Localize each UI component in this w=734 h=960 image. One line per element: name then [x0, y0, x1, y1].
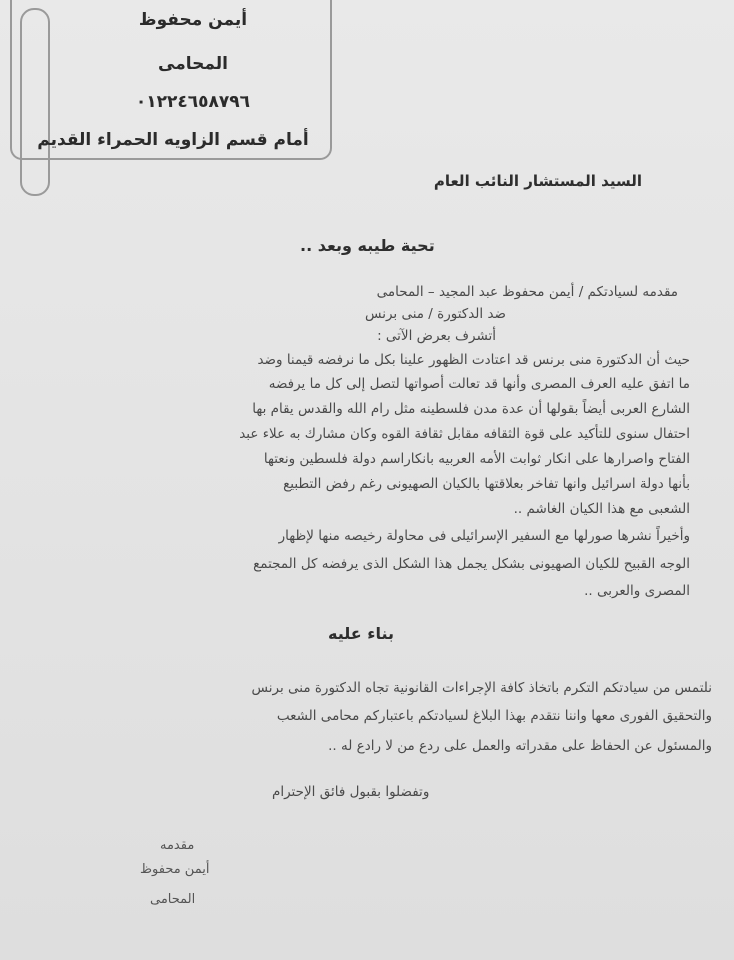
section-heading: بناء عليه — [328, 624, 394, 643]
body-line: المصرى والعربى .. — [584, 583, 690, 599]
stamp-name: أيمن محفوظ — [138, 10, 248, 30]
body-line: بأنها دولة اسرائيل وانها تفاخر بعلاقتها بالكيان الصهيونى رغم رفض التطبيع — [283, 476, 690, 492]
intro-line: مقدمه لسيادتكم / أيمن محفوظ عبد المجيد – المحامى — [376, 284, 678, 300]
body-line: وأخيراً نشرها صورلها مع السفير الإسرائيلى فى محاولة رخيصه منها لإظهار — [278, 528, 690, 544]
stamp-address: أمام قسم الزاويه الحمراء القديم — [37, 130, 309, 150]
greeting: تحية طيبه وبعد .. — [300, 236, 435, 255]
signature-line: المحامى — [150, 892, 196, 907]
intro-line: أتشرف بعرض الآتى : — [377, 328, 496, 344]
request-line: نلتمس من سيادتكم التكرم باتخاذ كافة الإجراءات القانونية تجاه الدكتورة منى برنس — [251, 680, 712, 696]
request-line: والمسئول عن الحفاظ على مقدراته والعمل على ردع من لا رادع له .. — [328, 738, 712, 754]
closing: وتفضلوا بقبول فائق الإحترام — [272, 784, 430, 800]
body-line: الشارع العربى أيضاً بقولها أن عدة مدن فلسطينه مثل رام الله والقدس يقام بها — [252, 401, 690, 417]
stamp-phone: ٠١٢٢٤٦٥٨٧٩٦ — [135, 92, 251, 112]
body-line: ما اتفق عليه العرف المصرى وأنها قد تعالت أصواتها لتصل إلى كل ما يرفضه — [268, 376, 690, 392]
body-line: حيث أن الدكتورة منى برنس قد اعتادت الظهور علينا بكل ما نرفضه قيمنا وضد — [257, 352, 690, 368]
body-line: الوجه القبيح للكيان الصهيونى بشكل يجمل هذا الشكل الذى يرفضه كل المجتمع — [253, 556, 690, 572]
body-line: الشعبى مع هذا الكيان الغاشم .. — [513, 501, 690, 517]
lawyer-stamp — [10, 0, 332, 160]
signature-line: أيمن محفوظ — [140, 862, 210, 877]
body-line: احتفال سنوى للتأكيد على قوة الثقافه مقابل ثقافة القوه وكان مشارك به علاء عبد — [239, 426, 690, 442]
stamp-title: المحامى — [158, 54, 228, 74]
signature-line: مقدمه — [160, 838, 195, 853]
addressee: السيد المستشار النائب العام — [433, 172, 642, 190]
intro-line: ضد الدكتورة / منى برنس — [364, 306, 506, 322]
body-line: الفتاح واصرارها على انكار ثوابت الأمه العربيه بانكاراسم دولة فلسطين ونعتها — [263, 451, 690, 467]
request-line: والتحقيق الفورى معها واننا نتقدم بهذا البلاغ لسيادتكم باعتباركم محامى الشعب — [276, 708, 712, 724]
